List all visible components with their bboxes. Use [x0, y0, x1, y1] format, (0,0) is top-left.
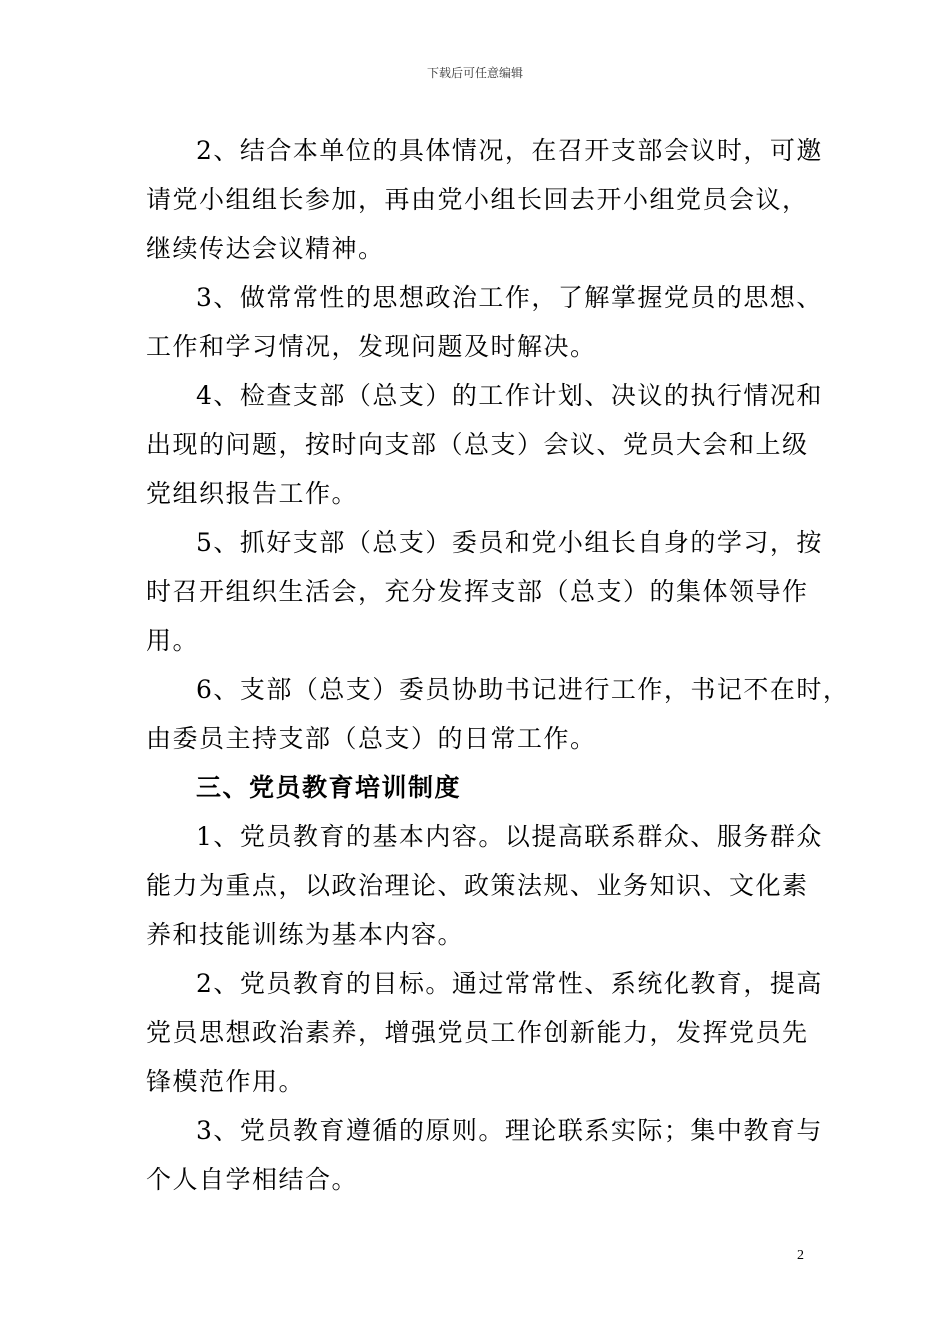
paragraph-item-2 [146, 126, 823, 273]
paragraph-line: 个人自学相结合。 [146, 1165, 359, 1194]
paragraph-line: 4、检查支部（总支）的工作计划、决议的执行情况和 [196, 381, 823, 410]
page-header: 下载后可任意编辑 [426, 66, 523, 80]
paragraph-line: 出现的问题，按时向支部（总支）会议、党员大会和上级 [146, 430, 809, 459]
section-paragraph-3 [146, 1106, 823, 1204]
paragraph-line: 养和技能训练为基本内容。 [146, 920, 465, 949]
paragraph-item-6 [146, 665, 850, 763]
paragraph-line: 请党小组组长参加，再由党小组长回去开小组党员会议， [146, 185, 809, 214]
paragraph-item-5 [146, 518, 823, 665]
paragraph-line: 由委员主持支部（总支）的日常工作。 [146, 724, 597, 753]
paragraph-line: 用。 [146, 626, 200, 655]
paragraph-line: 党员思想政治素养，增强党员工作创新能力，发挥党员先 [146, 1018, 809, 1047]
paragraph-line: 继续传达会议精神。 [146, 234, 385, 263]
paragraph-line: 5、抓好支部（总支）委员和党小组长自身的学习，按 [196, 528, 823, 557]
paragraph-line: 3、党员教育遵循的原则。理论联系实际；集中教育与 [196, 1116, 823, 1145]
paragraph-line: 锋模范作用。 [146, 1067, 306, 1096]
paragraph-line: 工作和学习情况，发现问题及时解决。 [146, 332, 597, 361]
section-paragraph-1 [146, 812, 823, 959]
paragraph-item-4 [146, 371, 823, 518]
paragraph-line: 3、做常常性的思想政治工作，了解掌握党员的思想、 [196, 283, 823, 312]
paragraph-line: 2、党员教育的目标。通过常常性、系统化教育，提高 [196, 969, 823, 998]
paragraph-line: 能力为重点，以政治理论、政策法规、业务知识、文化素 [146, 871, 809, 900]
section-paragraph-2 [146, 959, 823, 1106]
section-heading: 三、党员教育培训制度 [196, 773, 462, 802]
paragraph-line: 时召开组织生活会，充分发挥支部（总支）的集体领导作 [146, 577, 809, 606]
document-body [146, 126, 850, 1204]
paragraph-item-3 [146, 273, 823, 371]
paragraph-line: 2、结合本单位的具体情况，在召开支部会议时，可邀 [196, 136, 823, 165]
paragraph-line: 1、党员教育的基本内容。以提高联系群众、服务群众 [196, 822, 823, 851]
paragraph-line: 党组织报告工作。 [146, 479, 359, 508]
paragraph-line: 6、支部（总支）委员协助书记进行工作，书记不在时， [196, 675, 850, 704]
page-number: 2 [797, 1248, 804, 1263]
